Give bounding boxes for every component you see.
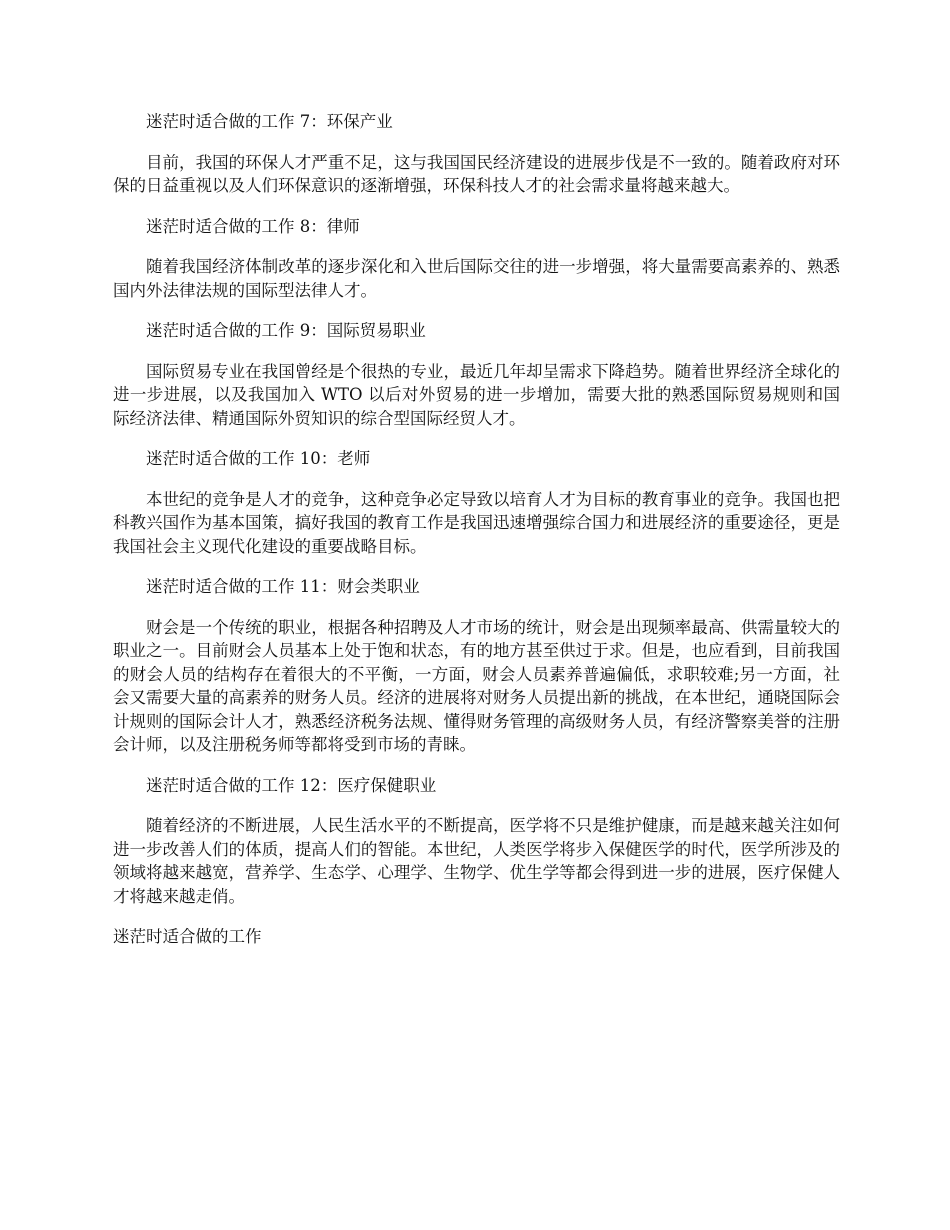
section-heading-9: 迷茫时适合做的工作 9：国际贸易职业: [146, 321, 426, 340]
section-body-12: 随着经济的不断进展，人民生活水平的不断提高，医学将不只是维护健康，而是越来越关注如何进一步改善人们的体质，提高人们的智能。本世纪，人类医学将步入保健医学的时代，医学所涉及的领域将越来越宽，营养学、生态学、心理学、生物学、优生学等都会得到进一步的进展，医疗保健人才将越来越走俏。: [113, 816, 840, 906]
section-heading-7: 迷茫时适合做的工作 7：环保产业: [146, 112, 393, 131]
document-page: [113, 110, 840, 949]
section-body-8: 随着我国经济体制改革的逐步深化和入世后国际交往的进一步增强，将大量需要高素养的、熟悉国内外法律法规的国际型法律人才。: [113, 257, 840, 300]
section-heading-11: 迷茫时适合做的工作 11：财会类职业: [146, 577, 420, 596]
section-body-7: 目前，我国的环保人才严重不足，这与我国国民经济建设的进展步伐是不一致的。随着政府对环保的日益重视以及人们环保意识的逐渐增强，环保科技人才的社会需求量将越来越大。: [113, 152, 840, 195]
closing-title: 迷茫时适合做的工作: [113, 927, 262, 946]
section-heading-10: 迷茫时适合做的工作 10：老师: [146, 449, 371, 468]
section-body-10: 本世纪的竞争是人才的竞争，这种竞争必定导致以培育人才为目标的教育事业的竞争。我国也把科教兴国作为基本国策，搞好我国的教育工作是我国迅速增强综合国力和进展经济的重要途径，更是我国社会主义现代化建设的重要战略目标。: [113, 489, 840, 556]
section-heading-8: 迷茫时适合做的工作 8：律师: [146, 216, 360, 236]
section-body-11: 财会是一个传统的职业，根据各种招聘及人才市场的统计，财会是出现频率最高、供需量较大的职业之一。目前财会人员基本上处于饱和状态，有的地方甚至供过于求。但是，也应看到，目前我国的财会人员的结构存在着很大的不平衡，一方面，财会人员素养普遍偏低，求职较难;另一方面，社会又需要大量的高素养的财务人员。经济的进展将对财务人员提出新的挑战，在本世纪，通晓国际会计规则的国际会计人才，熟悉经济税务法规、懂得财务管理的高级财务人员，有经济警察美誉的注册会计师，以及注册税务师等都将受到市场的青睐。: [113, 617, 840, 754]
section-heading-12: 迷茫时适合做的工作 12：医疗保健职业: [146, 775, 437, 795]
section-body-9: 国际贸易专业在我国曾经是个很热的专业，最近几年却呈需求下降趋势。随着世界经济全球化的进一步进展，以及我国加入 WTO 以后对外贸易的进一步增加，需要大批的熟悉国际贸易规则和国际经济法律、精通国际外贸知识的综合型国际经贸人才。: [113, 361, 840, 428]
